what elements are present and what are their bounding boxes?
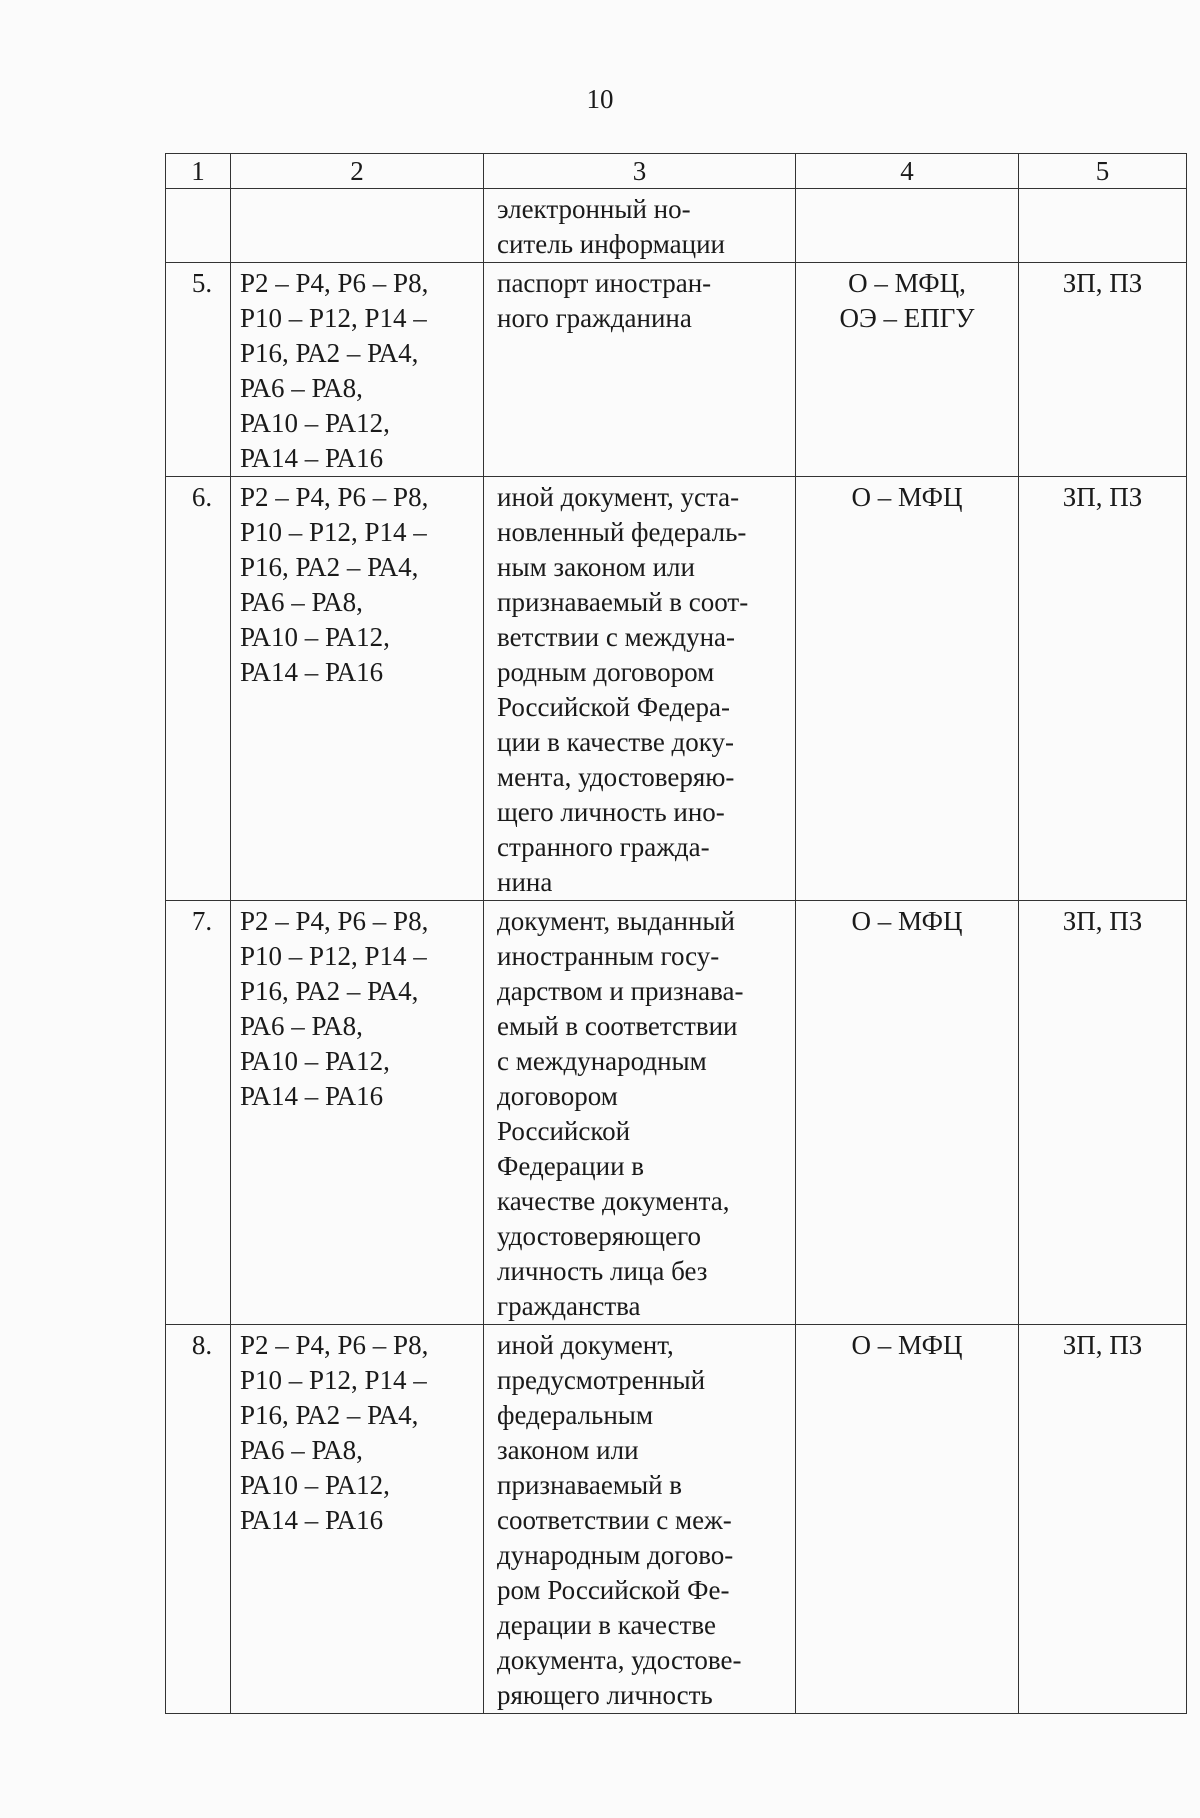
document-cell xyxy=(484,189,796,263)
row-number-cell xyxy=(166,189,231,263)
column-header-2: 2 xyxy=(231,154,484,189)
codes-line: Р16, РА2 – РА4, xyxy=(240,552,419,582)
method-line: О – МФЦ xyxy=(851,906,963,936)
result-cell xyxy=(1019,189,1187,263)
codes-line: Р10 – Р12, Р14 – xyxy=(240,303,427,333)
row-number-cell xyxy=(166,477,231,901)
row-number-text xyxy=(174,189,230,192)
table-row xyxy=(166,1325,1187,1714)
document-line: дерации в качестве xyxy=(497,1610,717,1640)
document-line: родным договором xyxy=(497,657,715,687)
result-text: ЗП, ПЗ xyxy=(1062,1330,1143,1360)
document-cell xyxy=(484,263,796,477)
document-line: иной документ, xyxy=(497,1330,674,1360)
result-text: ЗП, ПЗ xyxy=(1062,268,1143,298)
method-line: О – МФЦ xyxy=(851,1330,963,1360)
row-number-cell xyxy=(166,263,231,477)
table-row xyxy=(166,477,1187,901)
document-line: иной документ, уста- xyxy=(497,482,740,512)
codes-line: Р2 – Р4, Р6 – Р8, xyxy=(240,268,429,298)
codes-cell xyxy=(231,189,484,263)
codes-cell xyxy=(231,263,484,477)
document-line: признаваемый в соот- xyxy=(497,587,749,617)
document-line: мента, удостоверяю- xyxy=(497,762,735,792)
codes-line: РА10 – РА12, xyxy=(240,1046,390,1076)
row-number-cell xyxy=(166,1325,231,1714)
document-cell xyxy=(484,477,796,901)
document-line: паспорт иностран- xyxy=(497,268,712,298)
method-line: О – МФЦ xyxy=(851,482,963,512)
codes-line: РА10 – РА12, xyxy=(240,1470,390,1500)
document-line: нина xyxy=(497,867,553,897)
row-number-text: 6. xyxy=(191,482,213,512)
document-line: Российской xyxy=(497,1116,631,1146)
codes-cell xyxy=(231,901,484,1325)
document-line: документа, удостове- xyxy=(497,1645,742,1675)
codes-cell xyxy=(231,1325,484,1714)
result-text: ЗП, ПЗ xyxy=(1062,482,1143,512)
page-number: 10 xyxy=(586,84,614,114)
method-cell xyxy=(796,1325,1019,1714)
document-line: качестве документа, xyxy=(497,1186,730,1216)
row-number-cell xyxy=(166,901,231,1325)
codes-line: РА14 – РА16 xyxy=(240,657,384,687)
document-line: ситель информации xyxy=(497,229,725,259)
document-line: федеральным xyxy=(497,1400,654,1430)
document-line: законом или xyxy=(497,1435,639,1465)
method-cell xyxy=(796,189,1019,263)
document-line: ции в качестве доку- xyxy=(497,727,735,757)
column-header-3: 3 xyxy=(484,154,796,189)
document-line: дарством и признава- xyxy=(497,976,744,1006)
codes-line: РА14 – РА16 xyxy=(240,1081,384,1111)
result-cell xyxy=(1019,901,1187,1325)
document-line: соответствии с меж- xyxy=(497,1505,732,1535)
document-line: Федерации в xyxy=(497,1151,645,1181)
document-line: емый в соответствии xyxy=(497,1011,738,1041)
document-line: ным законом или xyxy=(497,552,695,582)
document-line: Российской Федера- xyxy=(497,692,730,722)
document-line: удостоверяющего xyxy=(497,1221,701,1251)
column-header-4: 4 xyxy=(796,154,1019,189)
codes-line: Р16, РА2 – РА4, xyxy=(240,976,419,1006)
codes-line: Р10 – Р12, Р14 – xyxy=(240,1365,427,1395)
document-line: щего личность ино- xyxy=(497,797,725,827)
document-line: с международным xyxy=(497,1046,707,1076)
document-line: электронный но- xyxy=(497,194,691,224)
table-row xyxy=(166,901,1187,1325)
document-line: ветствии с междуна- xyxy=(497,622,736,652)
codes-line: РА6 – РА8, xyxy=(240,373,363,403)
method-cell xyxy=(796,477,1019,901)
codes-line: Р16, РА2 – РА4, xyxy=(240,338,419,368)
document-cell xyxy=(484,1325,796,1714)
method-line: ОЭ – ЕПГУ xyxy=(839,303,975,333)
document-line: новленный федераль- xyxy=(497,517,747,547)
row-number-text: 8. xyxy=(191,1330,213,1360)
method-cell xyxy=(796,901,1019,1325)
document-line: документ, выданный xyxy=(497,906,736,936)
document-line: дународным догово- xyxy=(497,1540,734,1570)
codes-line: РА14 – РА16 xyxy=(240,443,384,473)
document-line: странного гражда- xyxy=(497,832,710,862)
table-row xyxy=(166,263,1187,477)
codes-line: РА10 – РА12, xyxy=(240,622,390,652)
codes-line: РА6 – РА8, xyxy=(240,1435,363,1465)
codes-line: Р16, РА2 – РА4, xyxy=(240,1400,419,1430)
method-line: О – МФЦ, xyxy=(848,268,966,298)
column-header-1: 1 xyxy=(166,154,231,189)
codes-line: РА6 – РА8, xyxy=(240,587,363,617)
codes-line: РА10 – РА12, xyxy=(240,408,390,438)
column-header-5: 5 xyxy=(1019,154,1187,189)
document-line: гражданства xyxy=(497,1291,641,1321)
result-cell xyxy=(1019,263,1187,477)
document-cell xyxy=(484,901,796,1325)
document-line: признаваемый в xyxy=(497,1470,683,1500)
document-line: личность лица без xyxy=(497,1256,708,1286)
document-line: ного гражданина xyxy=(497,303,692,333)
codes-line: Р2 – Р4, Р6 – Р8, xyxy=(240,1330,429,1360)
codes-line: РА14 – РА16 xyxy=(240,1505,384,1535)
method-cell xyxy=(796,263,1019,477)
result-cell xyxy=(1019,1325,1187,1714)
document-line: договором xyxy=(497,1081,618,1111)
header-row xyxy=(166,154,1187,189)
codes-line: Р10 – Р12, Р14 – xyxy=(240,517,427,547)
row-number-text: 5. xyxy=(191,268,213,298)
document-line: ряющего личность xyxy=(497,1680,713,1710)
codes-line: РА6 – РА8, xyxy=(240,1011,363,1041)
codes-cell xyxy=(231,477,484,901)
codes-line: Р2 – Р4, Р6 – Р8, xyxy=(240,482,429,512)
result-cell xyxy=(1019,477,1187,901)
document-line: предусмотренный xyxy=(497,1365,706,1395)
table-row xyxy=(166,189,1187,263)
codes-line: Р2 – Р4, Р6 – Р8, xyxy=(240,906,429,936)
result-text: ЗП, ПЗ xyxy=(1062,906,1143,936)
documents-table xyxy=(165,153,1187,1714)
document-line: иностранным госу- xyxy=(497,941,720,971)
codes-line: Р10 – Р12, Р14 – xyxy=(240,941,427,971)
document-line: ром Российской Фе- xyxy=(497,1575,730,1605)
row-number-text: 7. xyxy=(191,906,213,936)
